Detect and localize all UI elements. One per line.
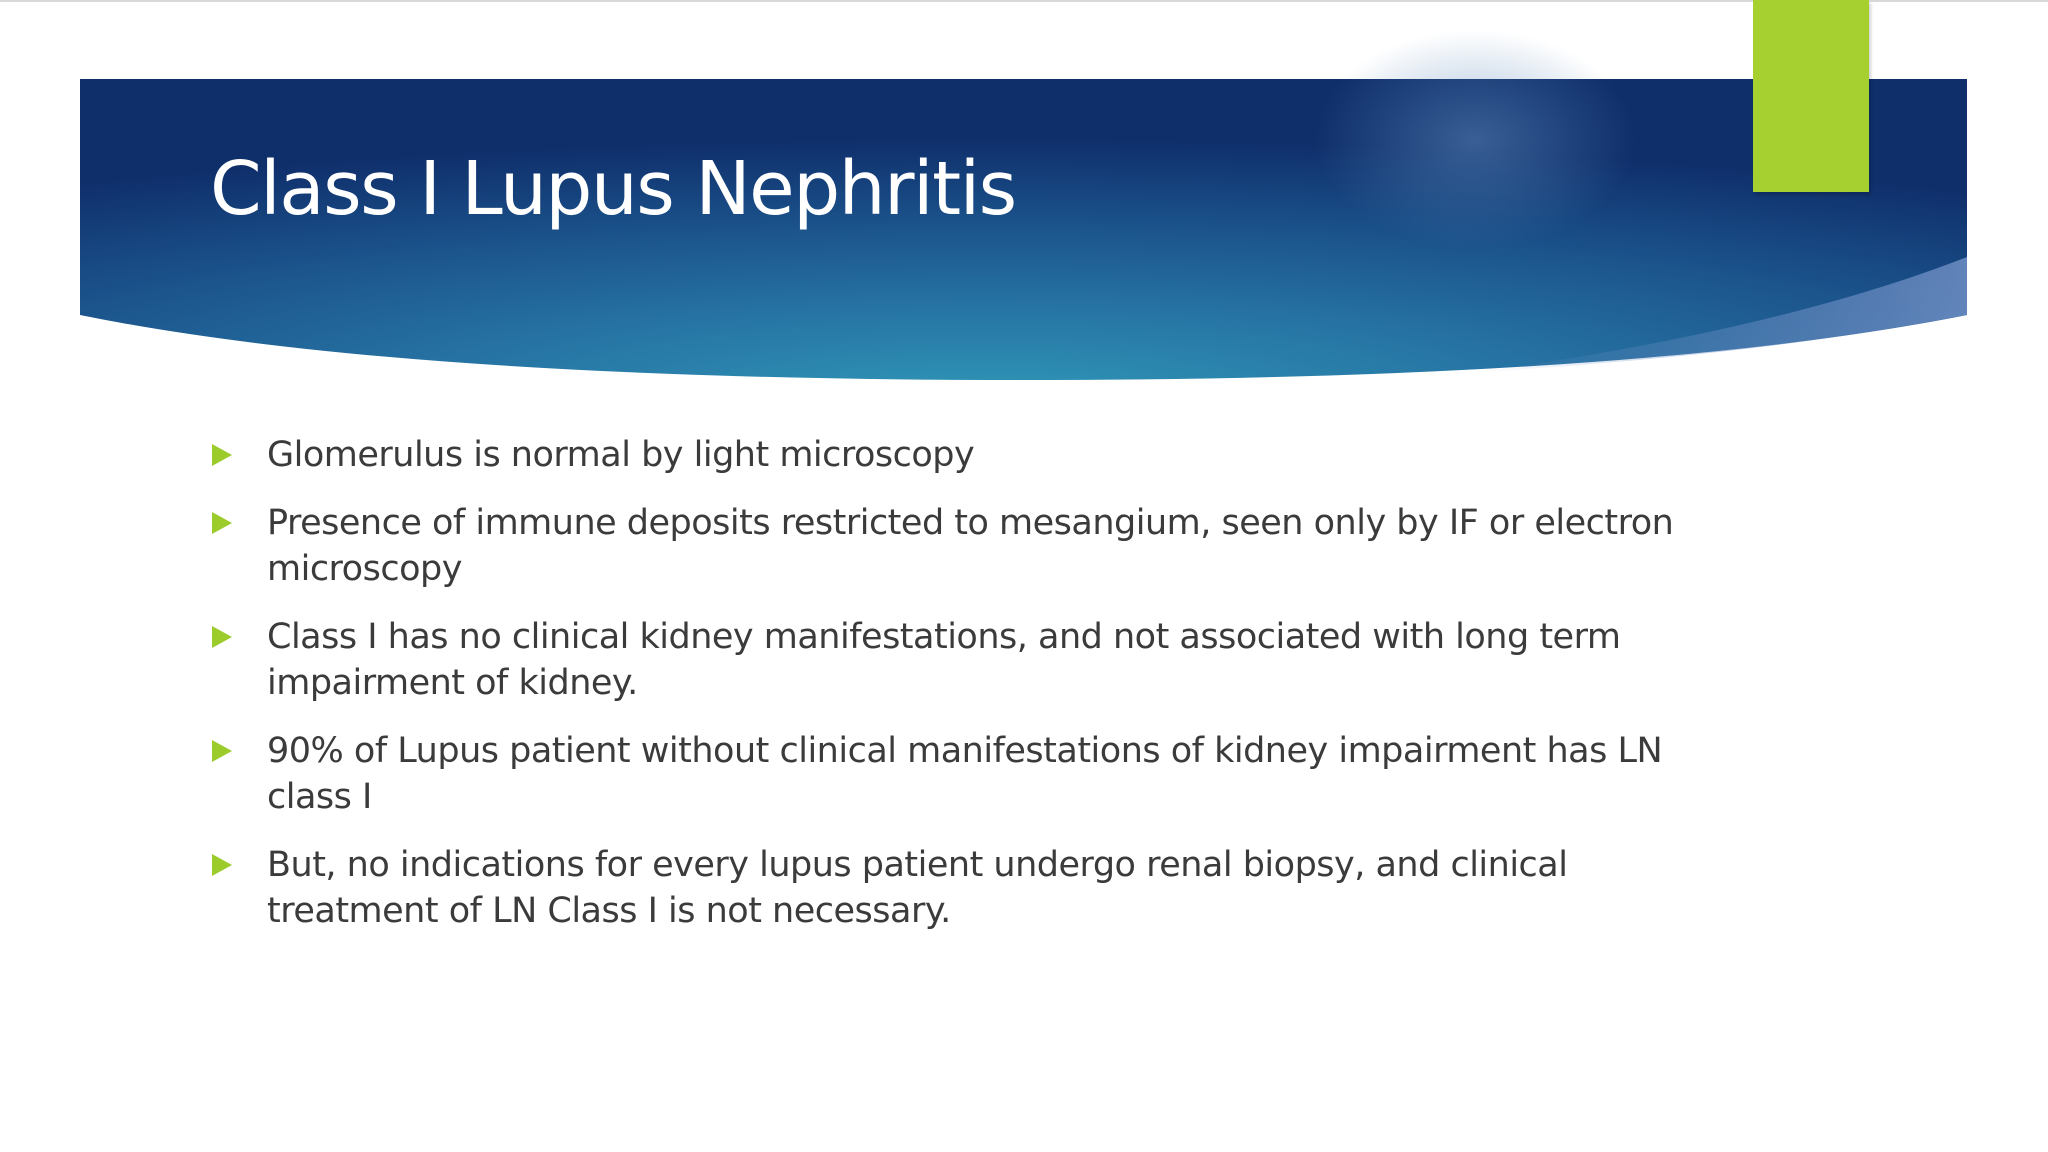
banner-glow bbox=[1315, 30, 1635, 250]
bullet-list bbox=[210, 432, 1690, 956]
slide-title: Class I Lupus Nephritis bbox=[210, 146, 1016, 232]
bullet-text: 90% of Lupus patient without clinical manifestations of kidney impairment has LN class I bbox=[267, 731, 1663, 817]
accent-bar bbox=[1753, 0, 1869, 192]
triangle-right-icon bbox=[212, 740, 232, 762]
bullet-text: But, no indications for every lupus patient undergo renal biopsy, and clinical treatment of LN Class I is not necessary. bbox=[267, 845, 1568, 931]
bullet-text: Presence of immune deposits restricted to mesangium, seen only by IF or electron microscopy bbox=[267, 503, 1674, 589]
list-item bbox=[210, 614, 1690, 706]
bullet-text: Glomerulus is normal by light microscopy bbox=[267, 435, 975, 475]
triangle-right-icon bbox=[212, 512, 232, 534]
list-item bbox=[210, 842, 1690, 934]
list-item bbox=[210, 728, 1690, 820]
triangle-right-icon bbox=[212, 444, 232, 466]
triangle-right-icon bbox=[212, 854, 232, 876]
list-item bbox=[210, 432, 1690, 478]
list-item bbox=[210, 500, 1690, 592]
bullet-text: Class I has no clinical kidney manifestations, and not associated with long term impairment of kidney. bbox=[267, 617, 1621, 703]
triangle-right-icon bbox=[212, 626, 232, 648]
